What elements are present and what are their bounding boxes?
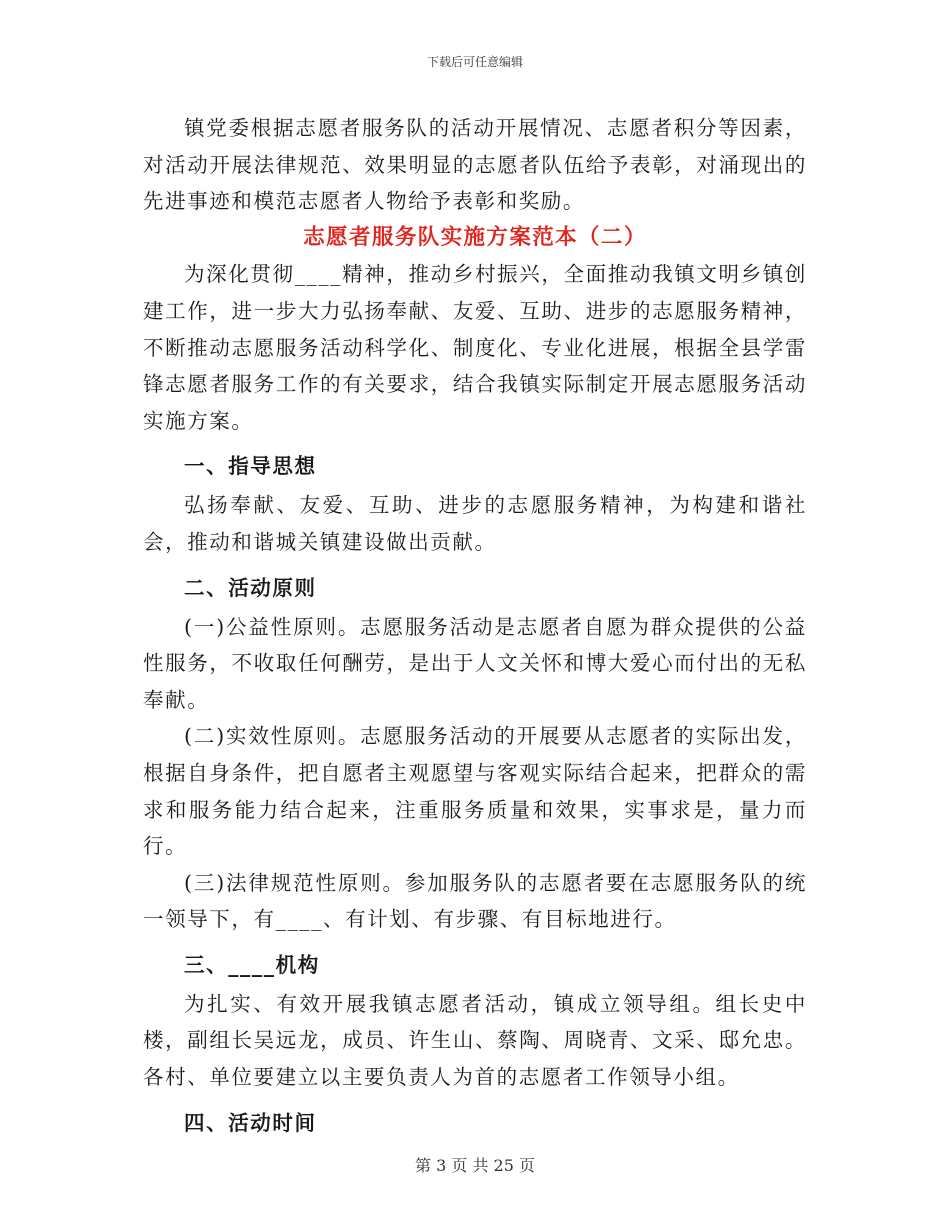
paragraph-organization: 为扎实、有效开展我镇志愿者活动，镇成立领导组。组长史中楼，副组长吴远龙，成员、许生山、蔡陶、周晓青、文采、邸允忠。各村、单位要建立以主要负责人为首的志愿者工作领导小组。 xyxy=(143,991,807,1090)
page-header: 下载后可任意编辑 xyxy=(426,55,523,69)
document-title: 志愿者服务队实施方案范本（二） xyxy=(303,224,647,250)
heading-activity-principles: 二、活动原则 xyxy=(184,575,317,600)
heading-activity-time: 四、活动时间 xyxy=(184,1110,317,1135)
paragraph-principle-public-welfare: (一)公益性原则。志愿服务活动是志愿者自愿为群众提供的公益性服务，不收取任何酬劳，是出于人文关怀和博大爱心而付出的无私奉献。 xyxy=(143,614,807,712)
document-body xyxy=(143,110,807,1144)
intro-paragraph: 镇党委根据志愿者服务队的活动开展情况、志愿者积分等因素，对活动开展法律规范、效果明显的志愿者队伍给予表彰，对涌现出的先进事迹和模范志愿者人物给予表彰和奖励。 xyxy=(143,116,807,214)
paragraph-guiding-ideology: 弘扬奉献、友爱、互助、进步的志愿服务精神，为构建和谐社会，推动和谐城关镇建设做出贡献。 xyxy=(143,493,807,554)
page-number: 第 3 页 共 25 页 xyxy=(415,1156,535,1175)
heading-guiding-ideology: 一、指导思想 xyxy=(184,454,317,479)
heading-organization: 三、____机构 xyxy=(184,952,320,977)
paragraph-purpose: 为深化贯彻____精神，推动乡村振兴，全面推动我镇文明乡镇创建工作，进一步大力弘扬奉献、友爱、互助、进步的志愿服务精神，不断推动志愿服务活动科学化、制度化、专业化进展，根据全县学雷锋志愿者服务工作的有关要求，结合我镇实际制定开展志愿服务活动实施方案。 xyxy=(143,262,807,433)
paragraph-principle-legal-norms: (三)法律规范性原则。参加服务队的志愿者要在志愿服务队的统一领导下，有____、有计划、有步骤、有目标地进行。 xyxy=(143,870,807,932)
paragraph-principle-effectiveness: (二)实效性原则。志愿服务活动的开展要从志愿者的实际出发，根据自身条件，把自愿者主观愿望与客观实际结合起来，把群众的需求和服务能力结合起来，注重服务质量和效果，实事求是，量力而行。 xyxy=(143,724,807,859)
